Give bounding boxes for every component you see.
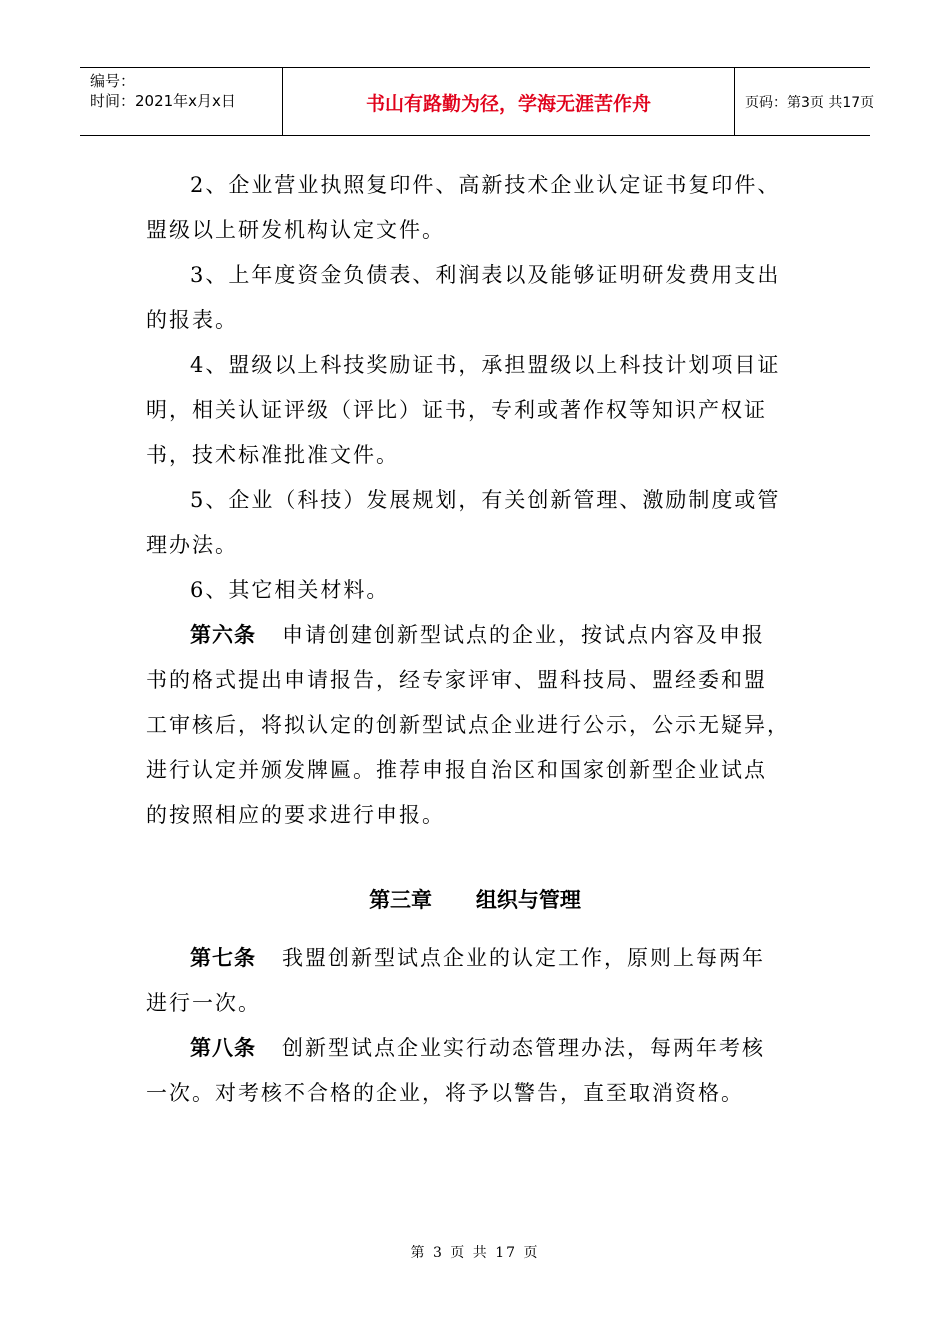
document-header (80, 67, 875, 136)
article-6-line-5: 的按照相应的要求进行申报。 (146, 803, 445, 827)
header-info-cell (80, 68, 283, 135)
article-7-first-line (190, 943, 765, 973)
header-motto: 书山有路勤为径，学海无涯苦作舟 (365, 93, 651, 115)
list-item-4-line-3: 书，技术标准批准文件。 (146, 443, 399, 467)
document-time-label: 时间：2021年x月x日 (90, 92, 236, 110)
article-6-label: 第六条 (190, 622, 256, 647)
article-8-label: 第八条 (190, 1035, 256, 1060)
header-page-cell (735, 68, 875, 135)
article-8-first-line (190, 1033, 765, 1063)
list-item-4-line-1: 4、盟级以上科技奖励证书，承担盟级以上科技计划项目证 (190, 353, 781, 377)
list-item-3-line-2: 的报表。 (146, 308, 238, 332)
article-7-label: 第七条 (190, 945, 256, 970)
chapter-heading: 第三章 组织与管理 (369, 887, 581, 912)
article-8-line-2: 一次。对考核不合格的企业，将予以警告，直至取消资格。 (146, 1081, 744, 1105)
article-7-line-2: 进行一次。 (146, 991, 261, 1015)
header-motto-cell (283, 68, 735, 135)
article-6-first-line (190, 620, 765, 650)
list-item-4-line-2: 明，相关认证评级（评比）证书，专利或著作权等知识产权证 (146, 398, 767, 422)
article-6-line-3: 工审核后，将拟认定的创新型试点企业进行公示，公示无疑异， (146, 713, 790, 737)
article-6-text: 申请创建创新型试点的企业，按试点内容及申报 (282, 623, 765, 647)
list-item-6: 6、其它相关材料。 (190, 578, 390, 602)
page-footer: 第 3 页 共 17 页 (410, 1245, 540, 1261)
list-item-5-line-1: 5、企业（科技）发展规划，有关创新管理、激励制度或管 (190, 488, 781, 512)
list-item-2-line-2: 盟级以上研发机构认定文件。 (146, 218, 445, 242)
article-7-text: 我盟创新型试点企业的认定工作，原则上每两年 (282, 946, 765, 970)
article-6-line-2: 书的格式提出申请报告，经专家评审、盟科技局、盟经委和盟 (146, 668, 767, 692)
article-6-line-4: 进行认定并颁发牌匾。推荐申报自治区和国家创新型企业试点 (146, 758, 767, 782)
header-page-label: 页码：第3页 共17页 (745, 95, 875, 111)
article-8-text: 创新型试点企业实行动态管理办法，每两年考核 (282, 1036, 765, 1060)
document-number-label: 编号： (90, 72, 136, 90)
list-item-3-line-1: 3、上年度资金负债表、利润表以及能够证明研发费用支出 (190, 263, 781, 287)
list-item-2-line-1: 2、企业营业执照复印件、高新技术企业认定证书复印件、 (190, 173, 781, 197)
list-item-5-line-2: 理办法。 (146, 533, 238, 557)
